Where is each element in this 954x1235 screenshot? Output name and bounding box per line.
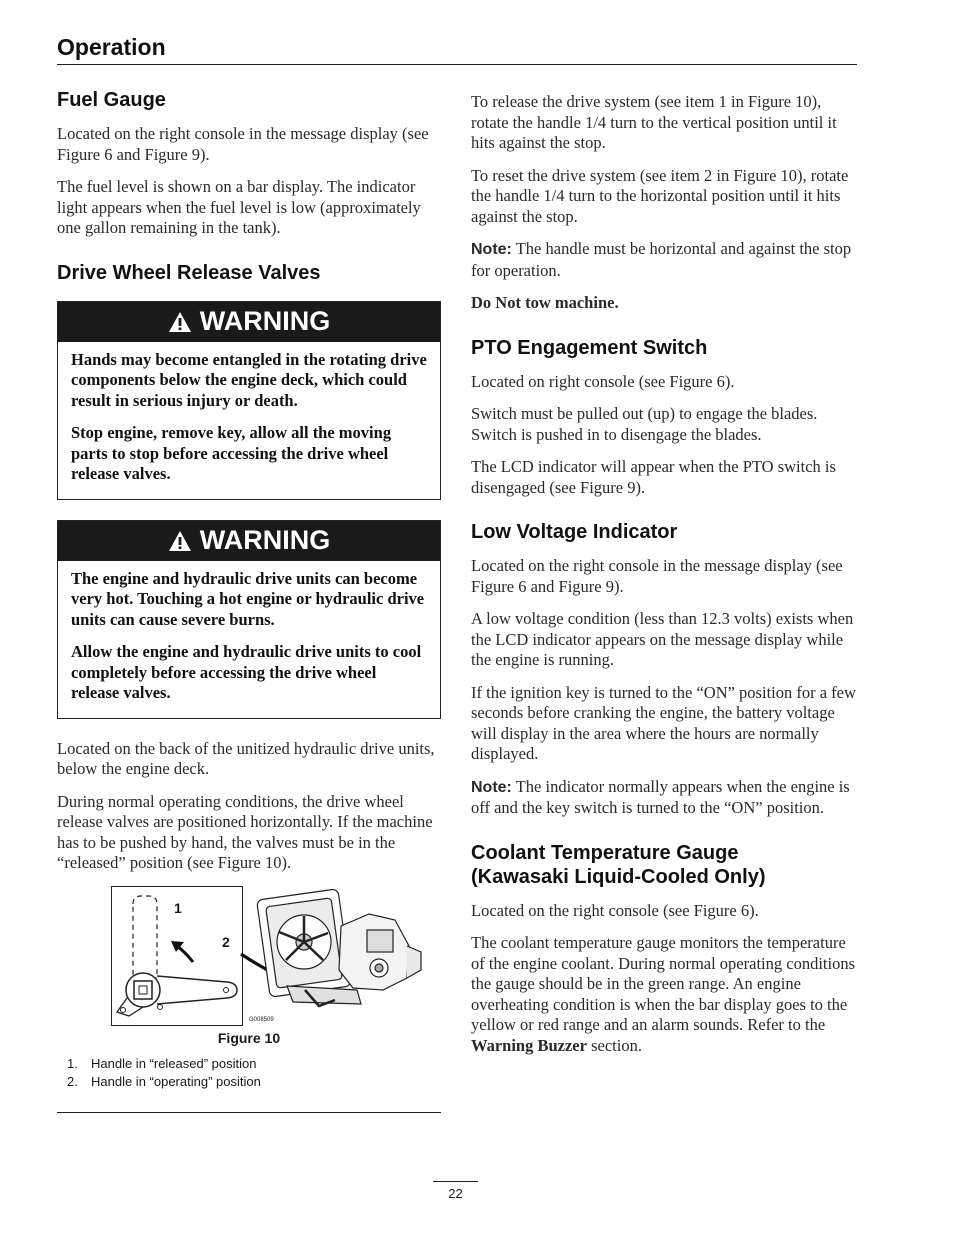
fuel-gauge-paragraph-1: Located on the right console in the message display (see Figure 6 and Figure 9). — [57, 124, 429, 164]
pto-paragraph-2: Switch must be pulled out (up) to engage the blades. Switch is pushed in to disengage the blades. — [471, 404, 818, 444]
fuel-gauge-paragraph-2: The fuel level is shown on a bar display. The indicator light appears when the fuel level is low (approximately one gallon remaining in the tank). — [57, 177, 421, 237]
footer-rule — [433, 1181, 478, 1182]
warning-label: WARNING — [199, 306, 331, 336]
note-label: Note: — [471, 241, 512, 258]
pto-paragraph-1: Located on right console (see Figure 6). — [471, 371, 735, 391]
warning-text: Hands may become entangled in the rotating drive components below the engine deck, which could result in serious injury or death. — [71, 349, 427, 410]
note-label: Note: — [471, 778, 512, 796]
warning-box-hot-surfaces — [57, 520, 441, 719]
page-number: 22 — [448, 1186, 463, 1201]
low-voltage-note — [471, 777, 861, 819]
coolant-paragraph-1: Located on the right console (see Figure 6). — [471, 900, 759, 920]
page-header-title: Operation — [57, 34, 166, 60]
drive-wheel-paragraph-1: Located on the back of the unitized hydraulic drive units, below the engine deck. — [57, 738, 435, 778]
tow-warning: Do Not tow machine. — [471, 293, 619, 312]
low-voltage-paragraph-3: If the ignition key is turned to the “ON” position for a few seconds before cranking the engine, the battery voltage will display in the area where the hours are normally displayed. — [471, 682, 856, 763]
coolant-heading-line-2: (Kawasaki Liquid-Cooled Only) — [471, 865, 766, 888]
legend-item: 2. Handle in “operating” position — [67, 1073, 261, 1089]
warning-text: Allow the engine and hydraulic drive units to cool completely before accessing the drive wheel release valves. — [71, 642, 422, 702]
warning-box-entanglement — [57, 301, 441, 500]
coolant-heading — [471, 841, 861, 889]
warning-header — [58, 521, 440, 561]
low-voltage-paragraph-2: A low voltage condition (less than 12.3 volts) exists when the LCD indicator appears on the message display while the engine is running. — [471, 609, 854, 669]
left-column — [57, 88, 441, 1116]
low-voltage-heading: Low Voltage Indicator — [471, 521, 678, 543]
callout-1: 1 — [174, 899, 182, 916]
pto-heading: PTO Engagement Switch — [471, 336, 708, 359]
drive-wheel-heading: Drive Wheel Release Valves — [57, 261, 321, 284]
figure-10 — [57, 886, 441, 1116]
coolant-heading-line-1: Coolant Temperature Gauge — [471, 841, 739, 864]
warning-text: Stop engine, remove key, allow all the moving parts to stop before accessing the drive wheel release valves. — [71, 423, 392, 483]
right-column — [471, 92, 861, 1068]
release-note — [471, 239, 861, 281]
figure-code: G008509 — [249, 1016, 274, 1023]
note-text: The indicator normally appears when the engine is off and the key switch is turned to the “ON” position. — [471, 776, 850, 817]
release-paragraph-1: To release the drive system (see item 1 in Figure 10), rotate the handle 1/4 turn to the vertical position until it hits against the stop. — [471, 92, 837, 152]
low-voltage-paragraph-1: Located on the right console in the message display (see Figure 6 and Figure 9). — [471, 556, 843, 596]
warning-text: The engine and hydraulic drive units can become very hot. Touching a hot engine or hydraulic drive units can cause severe burns. — [71, 568, 425, 629]
legend-item: 1. Handle in “released” position — [67, 1055, 257, 1071]
fuel-gauge-heading: Fuel Gauge — [57, 89, 166, 111]
valve-handle-illustration — [57, 886, 441, 1028]
warning-triangle-icon — [168, 311, 192, 333]
warning-buzzer-reference: Warning Buzzer — [471, 1035, 587, 1055]
note-text: The handle must be horizontal and against the stop for operation. — [471, 239, 852, 280]
drive-wheel-paragraph-2: During normal operating conditions, the drive wheel release valves are positioned horizontally. If the machine has to be pushed by hand, the valves must be in the “released” position (see Figure 10). — [57, 791, 433, 872]
figure-bottom-rule — [57, 1112, 441, 1113]
figure-caption: Figure 10 — [217, 1029, 281, 1046]
warning-triangle-icon — [168, 530, 192, 552]
coolant-paragraph-2: The coolant temperature gauge monitors the temperature of the engine coolant. During normal operating conditions the gauge should be in the green range. An engine overheating condition is when the bar display goes to the yellow or red range and an alarm sounds. Refer to the Warning Buzzer section. — [471, 933, 855, 1055]
figure-legend — [67, 1056, 261, 1092]
warning-header — [58, 302, 440, 342]
pto-paragraph-3: The LCD indicator will appear when the PTO switch is disengaged (see Figure 9). — [471, 457, 836, 497]
warning-label: WARNING — [199, 525, 331, 555]
callout-2: 2 — [222, 933, 230, 950]
header-rule — [57, 64, 857, 65]
release-paragraph-2: To reset the drive system (see item 2 in Figure 10), rotate the handle 1/4 turn to the horizontal position until it hits against the stop. — [471, 165, 849, 226]
